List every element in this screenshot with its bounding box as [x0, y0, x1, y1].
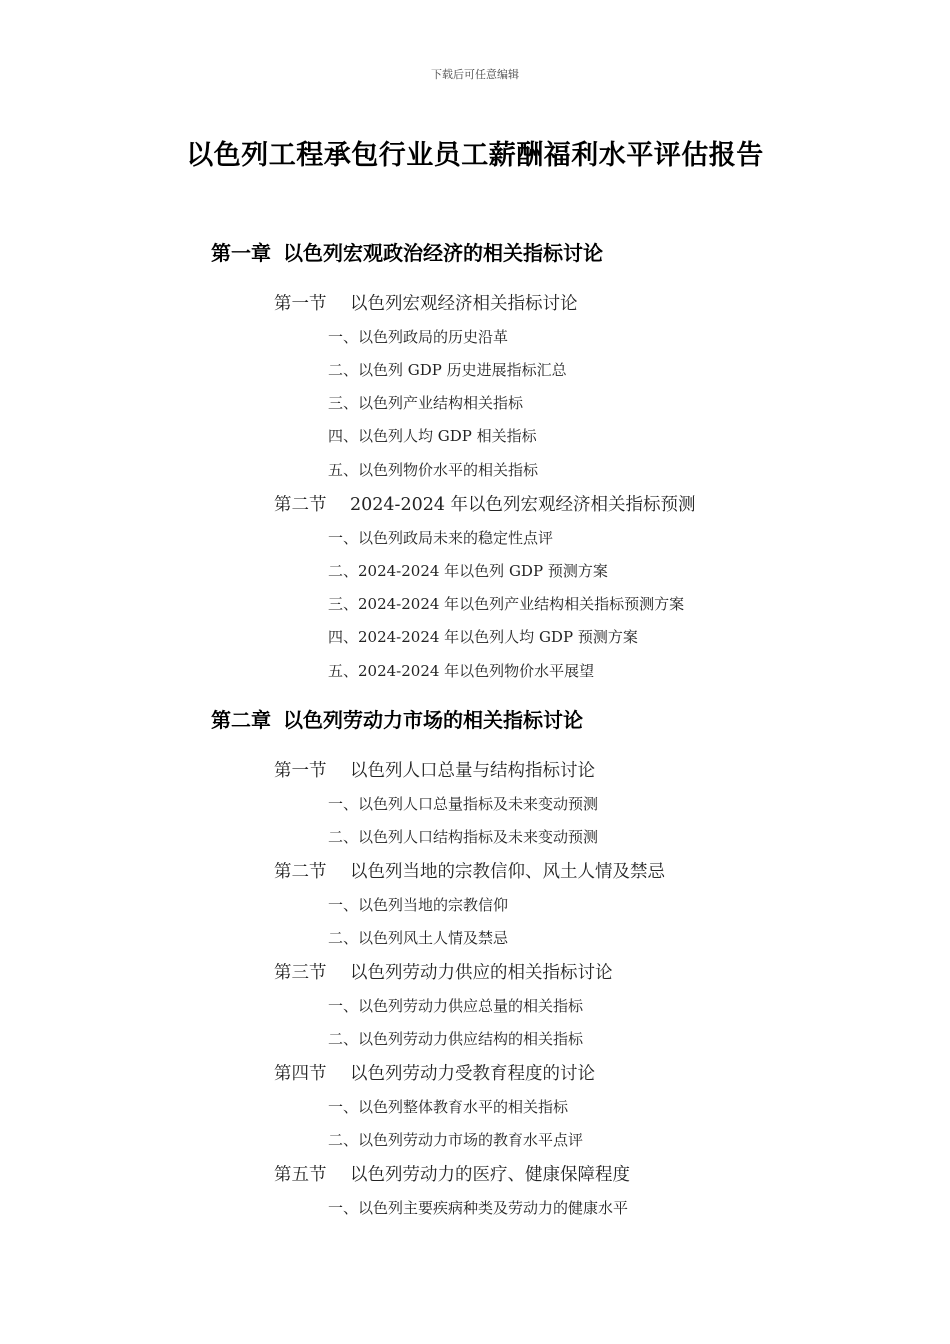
toc-item: 三、2024-2024 年以色列产业结构相关指标预测方案 [328, 595, 685, 613]
section-number: 第一节 [274, 294, 327, 314]
section-title: 以色列当地的宗教信仰、风土人情及禁忌 [350, 862, 665, 882]
chapter-number: 第二章 [211, 708, 271, 732]
toc-item: 一、以色列人口总量指标及未来变动预测 [328, 795, 599, 813]
toc-item: 一、以色列整体教育水平的相关指标 [328, 1098, 569, 1116]
section-title: 以色列人口总量与结构指标讨论 [350, 761, 595, 781]
section-heading [274, 959, 613, 984]
section-number: 第一节 [274, 761, 327, 781]
section-number: 第三节 [274, 963, 327, 983]
chapter-title: 以色列劳动力市场的相关指标讨论 [283, 708, 583, 732]
section-heading [274, 757, 595, 782]
toc-item: 一、以色列政局的历史沿革 [328, 328, 509, 346]
section-title: 以色列劳动力供应的相关指标讨论 [350, 963, 613, 983]
toc-item: 二、以色列人口结构指标及未来变动预测 [328, 828, 599, 846]
section-heading [274, 290, 578, 315]
section-title: 2024-2024 年以色列宏观经济相关指标预测 [350, 495, 696, 515]
chapter-heading [211, 704, 583, 733]
chapter-title: 以色列宏观政治经济的相关指标讨论 [283, 241, 603, 265]
toc-item: 五、2024-2024 年以色列物价水平展望 [328, 662, 595, 680]
toc-item: 四、以色列人均 GDP 相关指标 [328, 427, 537, 445]
chapter-number: 第一章 [211, 241, 271, 265]
toc-item: 二、以色列风土人情及禁忌 [328, 929, 509, 947]
header-note: 下载后可任意编辑 [431, 68, 519, 81]
toc-item: 二、以色列劳动力市场的教育水平点评 [328, 1131, 584, 1149]
section-number: 第四节 [274, 1064, 327, 1084]
section-number: 第二节 [274, 862, 327, 882]
toc-item: 二、以色列劳动力供应结构的相关指标 [328, 1030, 584, 1048]
toc-item: 一、以色列当地的宗教信仰 [328, 896, 509, 914]
toc-item: 二、以色列 GDP 历史进展指标汇总 [328, 361, 567, 379]
section-heading [274, 1060, 595, 1085]
section-title: 以色列宏观经济相关指标讨论 [350, 294, 578, 314]
toc-item: 二、2024-2024 年以色列 GDP 预测方案 [328, 562, 608, 580]
section-heading [274, 858, 665, 883]
toc-item: 一、以色列主要疾病种类及劳动力的健康水平 [328, 1199, 629, 1217]
section-title: 以色列劳动力受教育程度的讨论 [350, 1064, 595, 1084]
toc-item: 四、2024-2024 年以色列人均 GDP 预测方案 [328, 628, 638, 646]
section-heading [274, 491, 696, 516]
section-title: 以色列劳动力的医疗、健康保障程度 [350, 1165, 630, 1185]
section-heading [274, 1161, 630, 1186]
document-title: 以色列工程承包行业员工薪酬福利水平评估报告 [186, 140, 764, 171]
chapter-heading [211, 237, 603, 266]
section-number: 第二节 [274, 495, 327, 515]
toc-item: 一、以色列政局未来的稳定性点评 [328, 529, 554, 547]
toc-item: 五、以色列物价水平的相关指标 [328, 461, 539, 479]
toc-item: 三、以色列产业结构相关指标 [328, 394, 524, 412]
toc-item: 一、以色列劳动力供应总量的相关指标 [328, 997, 584, 1015]
section-number: 第五节 [274, 1165, 327, 1185]
